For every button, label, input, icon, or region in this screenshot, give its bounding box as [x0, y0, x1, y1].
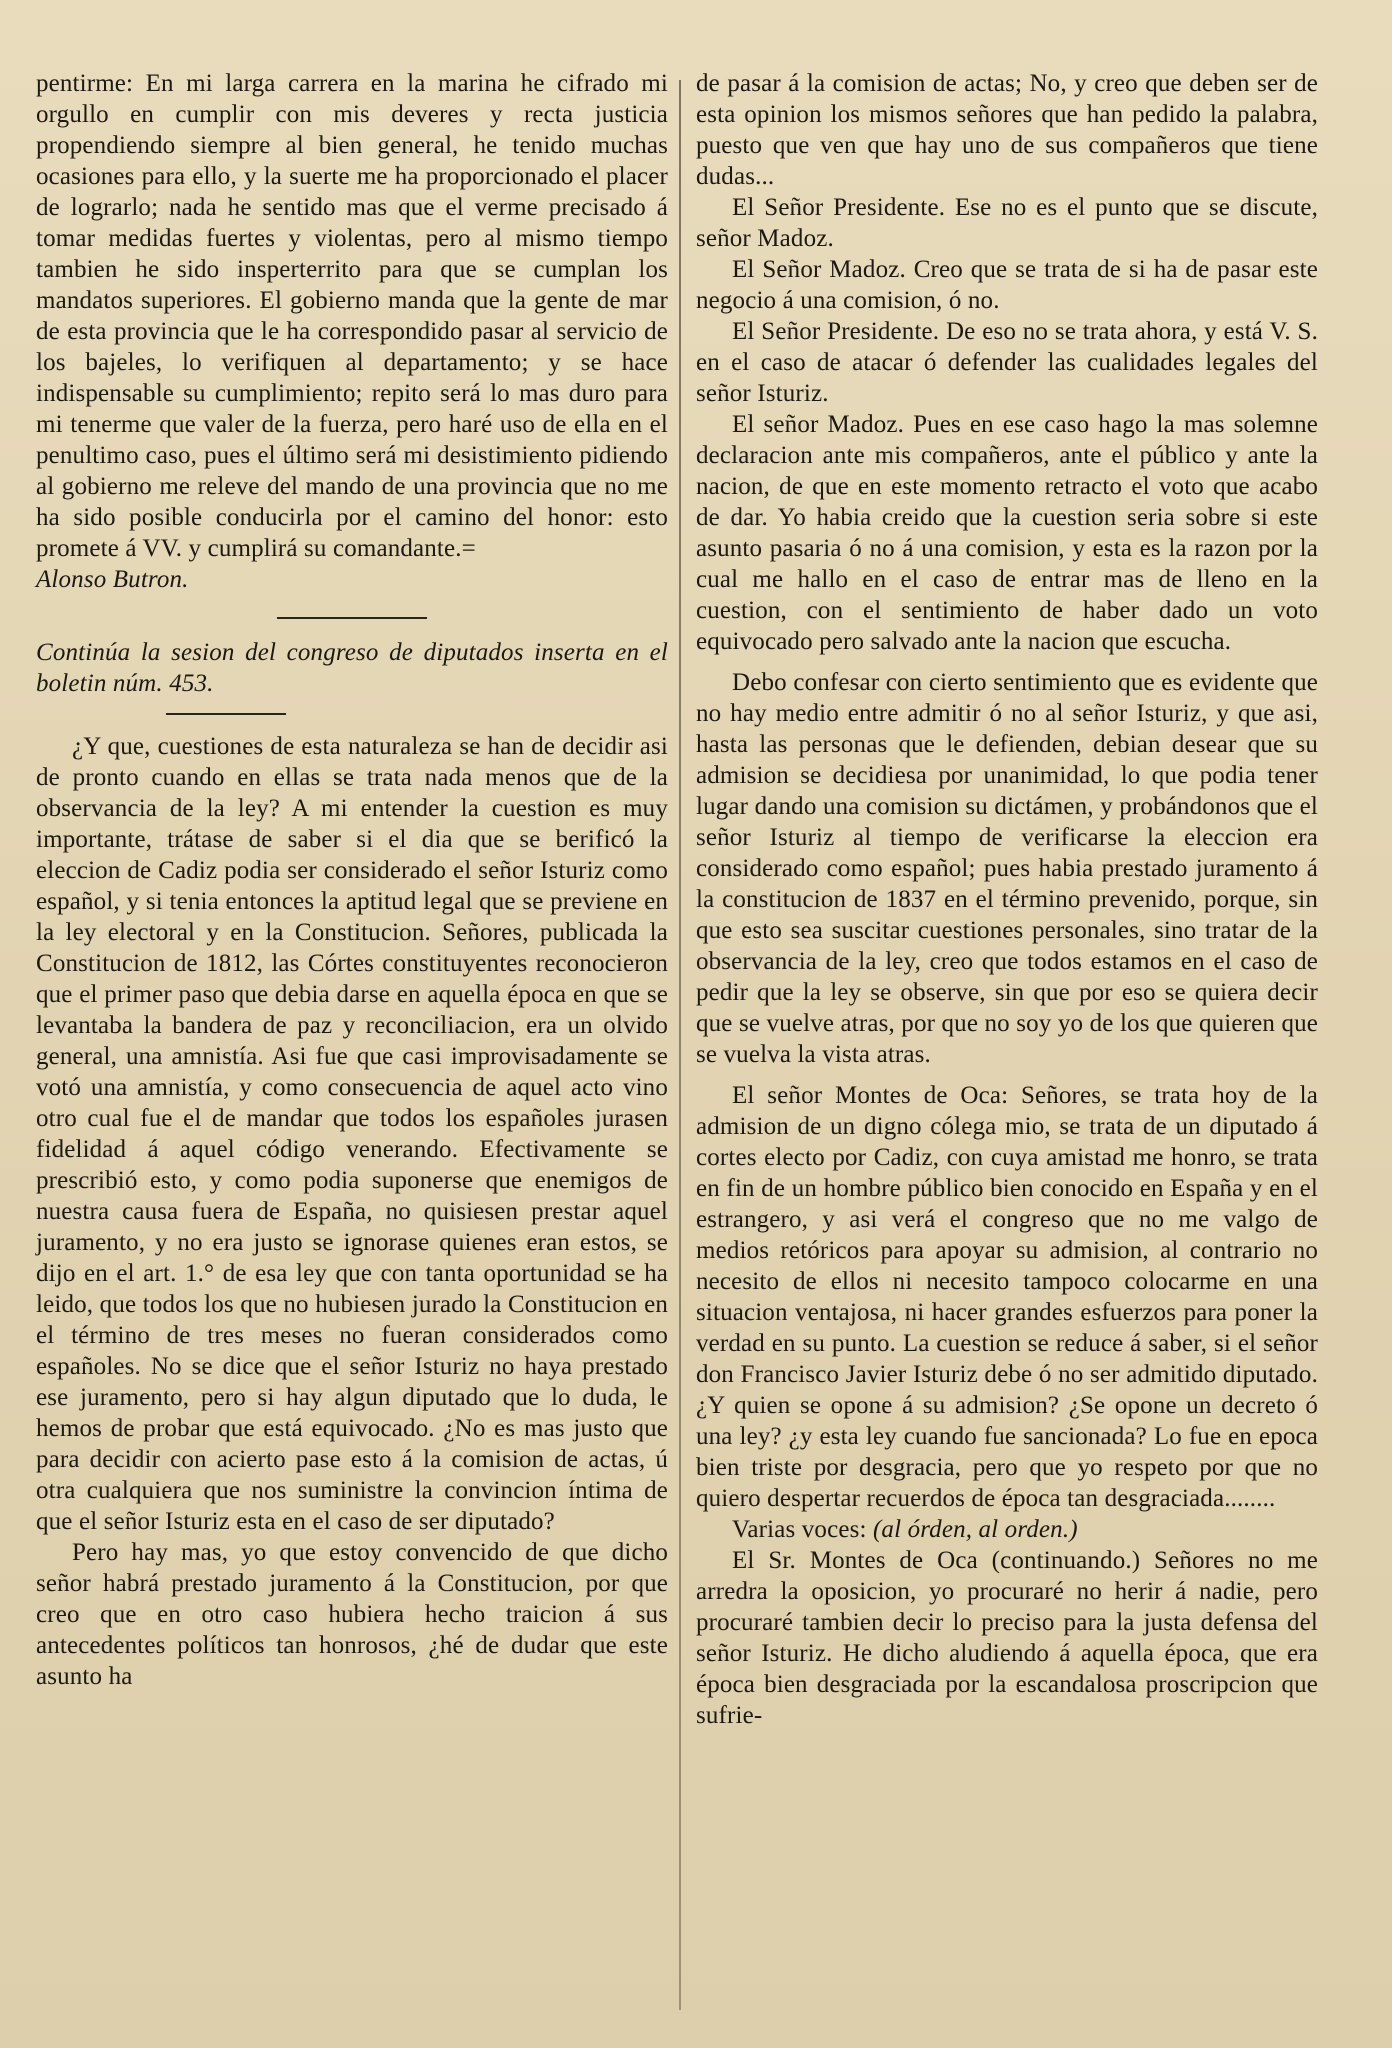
right-paragraph-8	[696, 1514, 1318, 1545]
column-divider	[679, 80, 681, 2010]
paragraph-gap	[696, 657, 1318, 667]
right-paragraph-5: El señor Madoz. Pues en ese caso hago la mas solemne declaracion ante mis compañeros, ante el público y ante la nacion, de que en este momento retracto el voto que acabo de dar. Yo habia creido que la cuestion seria sobre si este asunto pasaria ó no á una comision, y esta es la razon por la cual me hallo en el caso de entrar mas de lleno en la cuestion, con el sentimiento de haber dado un voto equivocado pero salvado ante la nacion que escucha.	[696, 411, 1318, 655]
left-column	[36, 68, 668, 1692]
heading-underline	[166, 713, 286, 715]
signature: Alonso Butron.	[36, 566, 189, 593]
left-paragraph-3: Pero hay mas, yo que estoy convencido de que dicho señor habrá prestado juramento á la Constitucion, por que creo que en otro caso hubiera hecho traicion á sus antecedentes políticos tan honrosos, ¿hé de dudar que este asunto ha	[36, 1539, 668, 1690]
right-paragraph-2: El Señor Presidente. Ese no es el punto que se discute, señor Madoz.	[696, 194, 1318, 252]
voices-lead: Varias voces:	[732, 1516, 867, 1543]
left-paragraph-2: ¿Y que, cuestiones de esta naturaleza se han de decidir asi de pronto cuando en ellas se trata nada menos que de la observancia de la ley? A mi entender la cuestion es muy importante, trátase de saber si el dia que se berificó la eleccion de Cadiz podia ser considerado el señor Isturiz como español, y si tenia entonces la aptitud legal que se previene en la ley electoral y en la Constitucion. Señores, publicada la Constitucion de 1812, las Córtes constituyentes reconocieron que el primer paso que debia darse en aquella época en que se levantaba la bandera de paz y reconciliacion, era un olvido general, una amnistía. Asi fue que casi improvisadamente se votó una amnistía, y como consecuencia de aquel acto vino otro cual fue el de mandar que todos los españoles jurasen fidelidad á aquel código venerando. Efectivamente se prescribió esto, y como podia suponerse que enemigos de nuestra causa fuera de España, no quisiesen prestar aquel juramento, y no era justo se ignorase quienes eran estos, se dijo en el art. 1.° de esa ley que con tanta oportunidad se ha leido, que todos los que no hubiesen jurado la Constitucion en el término de tres meses no fueran considerados como españoles. No se dice que el señor Isturiz no haya prestado ese juramento, pero si hay algun diputado que lo duda, le hemos de probar que está equivocado. ¿No es mas justo que para decidir con acierto pase esto á la comision de actas, ú otra cualquiera que nos suministre la convincion íntima de que el señor Isturiz esta en el caso de ser diputado?	[36, 733, 668, 1535]
paragraph-gap	[696, 1070, 1318, 1080]
right-paragraph-6: Debo confesar con cierto sentimiento que es evidente que no hay medio entre admitir ó no al señor Isturiz, y que asi, hasta las personas que le defienden, debian desear que su admision se decidiesa por unanimidad, lo que podia tener lugar dando una comision su dictámen, y probándonos que el señor Isturiz al tiempo de verificarse la eleccion era considerado como español; pues habia prestado juramento á la constitucion de 1837 en el término prevenido, porque, sin que esto sea suscitar cuestiones personales, sino tratar de la observancia de la ley, creo que todos estamos en el caso de pedir que la ley se observe, sin que por eso se quiera decir que se vuelve atras, por que no soy yo de los que quieren que se vuelva la vista atras.	[696, 669, 1318, 1068]
voices-italic: (al órden, al orden.)	[872, 1516, 1078, 1543]
right-paragraph-7: El señor Montes de Oca: Señores, se trata hoy de la admision de un digno cólega mio, se trata de un diputado á cortes electo por Cadiz, con cuya amistad me honro, se trata en fin de un hombre público bien conocido en España y en el estrangero, y asi verá el congreso que no me valgo de medios retóricos para apoyar su admision, al contrario no necesito de ellos ni necesito tampoco colocarme en una situacion ventajosa, ni hacer grandes esfuerzos para poner la verdad en su punto. La cuestion se reduce á saber, si el señor don Francisco Javier Isturiz debe ó no ser admitido diputado. ¿Y quien se opone á su admision? ¿Se opone un decreto ó una ley? ¿y esta ley cuando fue sancionada? Lo fue en epoca bien triste por desgracia, pero que yo respeto por que no quiero despertar recuerdos de época tan desgraciada........	[696, 1082, 1318, 1512]
section-heading: Continúa la sesion del congreso de diputados inserta en el boletin núm. 453.	[36, 639, 668, 697]
right-paragraph-9: El Sr. Montes de Oca (continuando.) Señores no me arredra la oposicion, yo procuraré no herir á nadie, pero procuraré tambien decir lo preciso para la justa defensa del señor Isturiz. He dicho aludiendo á aquella época, que era época bien desgraciada por la escandalosa proscripcion que sufrie-	[696, 1547, 1318, 1729]
right-paragraph-4: El Señor Presidente. De eso no se trata ahora, y está V. S. en el caso de atacar ó defender las cualidades legales del señor Isturiz.	[696, 318, 1318, 407]
section-rule	[277, 617, 427, 619]
right-column	[696, 68, 1318, 1731]
left-paragraph-1: pentirme: En mi larga carrera en la marina he cifrado mi orgullo en cumplir con mis deveres y recta justicia propendiendo siempre al bien general, he tenido muchas ocasiones para ello, y la suerte me ha proporcionado el placer de lograrlo; nada he sentido mas que el verme precisado á tomar medidas fuertes y violentas, pero al mismo tiempo tambien he sido insperterrito para que se cumplan los mandatos superiores. El gobierno manda que la gente de mar de esta provincia que le ha correspondido pasar al servicio de los bajeles, lo verifiquen al departamento; y se hace indispensable su cumplimiento; repito será lo mas duro para mi tenerme que valer de la fuerza, pero haré uso de ella en el penultimo caso, pues el último será mi desistimiento pidiendo al gobierno me releve del mando de una provincia que no me ha sido posible conducirla por el camino del honor: esto promete á VV. y cumplirá su comandante.=	[36, 70, 668, 562]
right-paragraph-3: El Señor Madoz. Creo que se trata de si ha de pasar este negocio á una comision, ó no.	[696, 256, 1318, 314]
right-paragraph-1: de pasar á la comision de actas; No, y creo que deben ser de esta opinion los mismos señores que han pedido la palabra, puesto que ven que hay uno de sus compañeros que tiene dudas...	[696, 70, 1318, 190]
